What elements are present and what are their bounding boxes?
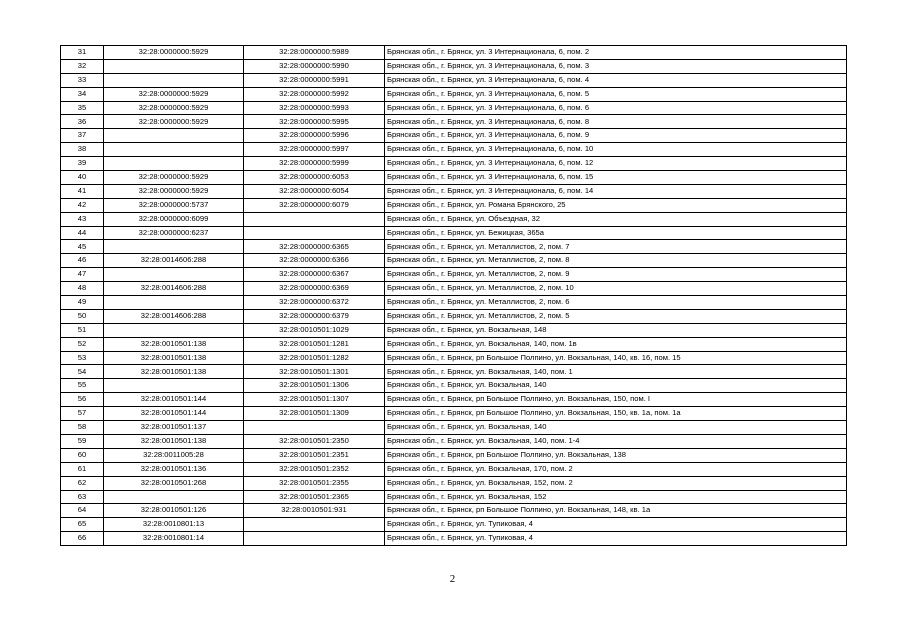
object-cadastral-number-cell: 32:28:0000000:6366 — [244, 254, 385, 268]
address-cell: Брянская обл., г. Брянск, ул. Металлистов, 2, пом. 6 — [385, 296, 847, 310]
row-number-cell: 61 — [61, 462, 104, 476]
address-cell: Брянская обл., г. Брянск, рп Большое Полпино, ул. Вокзальная, 150, кв. 1а, пом. 1а — [385, 407, 847, 421]
address-cell: Брянская обл., г. Брянск, ул. 3 Интернационала, 6, пом. 2 — [385, 46, 847, 60]
parcel-cadastral-number-cell: 32:28:0000000:5737 — [104, 198, 244, 212]
table-row — [61, 337, 847, 351]
table-row — [61, 476, 847, 490]
address-cell: Брянская обл., г. Брянск, ул. 3 Интернационала, 6, пом. 10 — [385, 143, 847, 157]
parcel-cadastral-number-cell: 32:28:0000000:5929 — [104, 101, 244, 115]
address-cell: Брянская обл., г. Брянск, ул. Металлистов, 2, пом. 10 — [385, 282, 847, 296]
row-number-cell: 32 — [61, 59, 104, 73]
row-number-cell: 40 — [61, 171, 104, 185]
parcel-cadastral-number-cell — [104, 490, 244, 504]
address-cell: Брянская обл., г. Брянск, ул. 3 Интернационала, 6, пом. 9 — [385, 129, 847, 143]
address-cell: Брянская обл., г. Брянск, ул. Вокзальная, 152, пом. 2 — [385, 476, 847, 490]
address-cell: Брянская обл., г. Брянск, ул. Металлистов, 2, пом. 7 — [385, 240, 847, 254]
parcel-cadastral-number-cell — [104, 59, 244, 73]
row-number-cell: 54 — [61, 365, 104, 379]
address-cell: Брянская обл., г. Брянск, ул. 3 Интернационала, 6, пом. 8 — [385, 115, 847, 129]
row-number-cell: 59 — [61, 434, 104, 448]
object-cadastral-number-cell: 32:28:0010501:2351 — [244, 448, 385, 462]
address-cell: Брянская обл., г. Брянск, ул. Тупиковая, 4 — [385, 532, 847, 546]
object-cadastral-number-cell: 32:28:0000000:6367 — [244, 268, 385, 282]
row-number-cell: 57 — [61, 407, 104, 421]
parcel-cadastral-number-cell: 32:28:0011005:28 — [104, 448, 244, 462]
address-cell: Брянская обл., г. Брянск, ул. Металлистов, 2, пом. 9 — [385, 268, 847, 282]
address-cell: Брянская обл., г. Брянск, ул. 3 Интернационала, 6, пом. 6 — [385, 101, 847, 115]
row-number-cell: 53 — [61, 351, 104, 365]
parcel-cadastral-number-cell: 32:28:0000000:5929 — [104, 184, 244, 198]
table-body — [61, 46, 847, 546]
table-row — [61, 518, 847, 532]
row-number-cell: 35 — [61, 101, 104, 115]
address-cell: Брянская обл., г. Брянск, ул. 3 Интернационала, 6, пом. 14 — [385, 184, 847, 198]
address-cell: Брянская обл., г. Брянск, ул. 3 Интернационала, 6, пом. 5 — [385, 87, 847, 101]
object-cadastral-number-cell: 32:28:0000000:6372 — [244, 296, 385, 310]
table-row — [61, 240, 847, 254]
table-row — [61, 504, 847, 518]
parcel-cadastral-number-cell: 32:28:0010501:138 — [104, 365, 244, 379]
address-cell: Брянская обл., г. Брянск, ул. 3 Интернационала, 6, пом. 12 — [385, 157, 847, 171]
parcel-cadastral-number-cell — [104, 157, 244, 171]
object-cadastral-number-cell — [244, 532, 385, 546]
object-cadastral-number-cell: 32:28:0010501:1281 — [244, 337, 385, 351]
table-row — [61, 532, 847, 546]
row-number-cell: 33 — [61, 73, 104, 87]
object-cadastral-number-cell: 32:28:0010501:1306 — [244, 379, 385, 393]
parcel-cadastral-number-cell: 32:28:0010501:126 — [104, 504, 244, 518]
row-number-cell: 34 — [61, 87, 104, 101]
row-number-cell: 45 — [61, 240, 104, 254]
address-cell: Брянская обл., г. Брянск, ул. Романа Брянского, 25 — [385, 198, 847, 212]
row-number-cell: 60 — [61, 448, 104, 462]
object-cadastral-number-cell: 32:28:0000000:6054 — [244, 184, 385, 198]
table-row — [61, 351, 847, 365]
object-cadastral-number-cell: 32:28:0010501:1029 — [244, 323, 385, 337]
object-cadastral-number-cell — [244, 421, 385, 435]
address-cell: Брянская обл., г. Брянск, рп Большое Полпино, ул. Вокзальная, 150, пом. I — [385, 393, 847, 407]
row-number-cell: 63 — [61, 490, 104, 504]
address-cell: Брянская обл., г. Брянск, ул. Бежицкая, 365а — [385, 226, 847, 240]
object-cadastral-number-cell: 32:28:0010501:1309 — [244, 407, 385, 421]
parcel-cadastral-number-cell: 32:28:0000000:5929 — [104, 87, 244, 101]
parcel-cadastral-number-cell: 32:28:0000000:6099 — [104, 212, 244, 226]
row-number-cell: 51 — [61, 323, 104, 337]
table-row — [61, 282, 847, 296]
parcel-cadastral-number-cell: 32:28:0010501:137 — [104, 421, 244, 435]
parcel-cadastral-number-cell — [104, 379, 244, 393]
table-row — [61, 226, 847, 240]
address-cell: Брянская обл., г. Брянск, ул. Вокзальная, 170, пом. 2 — [385, 462, 847, 476]
row-number-cell: 65 — [61, 518, 104, 532]
table-row — [61, 101, 847, 115]
parcel-cadastral-number-cell: 32:28:0014606:288 — [104, 254, 244, 268]
object-cadastral-number-cell: 32:28:0000000:6079 — [244, 198, 385, 212]
table-row — [61, 157, 847, 171]
table-row — [61, 407, 847, 421]
parcel-cadastral-number-cell: 32:28:0014606:288 — [104, 309, 244, 323]
object-cadastral-number-cell: 32:28:0000000:5995 — [244, 115, 385, 129]
object-cadastral-number-cell: 32:28:0010501:2355 — [244, 476, 385, 490]
table-row — [61, 46, 847, 60]
table-row — [61, 143, 847, 157]
address-cell: Брянская обл., г. Брянск, ул. Вокзальная, 140 — [385, 421, 847, 435]
address-cell: Брянская обл., г. Брянск, ул. Металлистов, 2, пом. 8 — [385, 254, 847, 268]
table-row — [61, 490, 847, 504]
parcel-cadastral-number-cell — [104, 296, 244, 310]
cadastral-table — [60, 45, 847, 546]
object-cadastral-number-cell — [244, 226, 385, 240]
row-number-cell: 56 — [61, 393, 104, 407]
row-number-cell: 37 — [61, 129, 104, 143]
row-number-cell: 55 — [61, 379, 104, 393]
address-cell: Брянская обл., г. Брянск, рп Большое Полпино, ул. Вокзальная, 138 — [385, 448, 847, 462]
page-number: 2 — [449, 573, 456, 585]
table-row — [61, 296, 847, 310]
object-cadastral-number-cell: 32:28:0000000:5992 — [244, 87, 385, 101]
table-row — [61, 379, 847, 393]
parcel-cadastral-number-cell — [104, 129, 244, 143]
row-number-cell: 52 — [61, 337, 104, 351]
object-cadastral-number-cell: 32:28:0000000:6369 — [244, 282, 385, 296]
address-cell: Брянская обл., г. Брянск, ул. Вокзальная, 152 — [385, 490, 847, 504]
object-cadastral-number-cell: 32:28:0000000:5991 — [244, 73, 385, 87]
object-cadastral-number-cell: 32:28:0010501:2350 — [244, 434, 385, 448]
object-cadastral-number-cell: 32:28:0010501:2352 — [244, 462, 385, 476]
row-number-cell: 38 — [61, 143, 104, 157]
row-number-cell: 41 — [61, 184, 104, 198]
table-row — [61, 73, 847, 87]
address-cell: Брянская обл., г. Брянск, ул. Вокзальная, 140, пом. 1в — [385, 337, 847, 351]
row-number-cell: 39 — [61, 157, 104, 171]
parcel-cadastral-number-cell: 32:28:0010501:144 — [104, 393, 244, 407]
table-row — [61, 448, 847, 462]
parcel-cadastral-number-cell: 32:28:0010501:138 — [104, 434, 244, 448]
table-row — [61, 184, 847, 198]
address-cell: Брянская обл., г. Брянск, ул. Объездная, 32 — [385, 212, 847, 226]
address-cell: Брянская обл., г. Брянск, ул. 3 Интернационала, 6, пом. 4 — [385, 73, 847, 87]
address-cell: Брянская обл., г. Брянск, рп Большое Полпино, ул. Вокзальная, 148, кв. 1а — [385, 504, 847, 518]
address-cell: Брянская обл., г. Брянск, ул. Металлистов, 2, пом. 5 — [385, 309, 847, 323]
parcel-cadastral-number-cell: 32:28:0010501:136 — [104, 462, 244, 476]
table-row — [61, 212, 847, 226]
table-row — [61, 309, 847, 323]
parcel-cadastral-number-cell — [104, 240, 244, 254]
object-cadastral-number-cell: 32:28:0000000:5997 — [244, 143, 385, 157]
row-number-cell: 50 — [61, 309, 104, 323]
object-cadastral-number-cell: 32:28:0010501:1282 — [244, 351, 385, 365]
table-row — [61, 87, 847, 101]
parcel-cadastral-number-cell: 32:28:0000000:5929 — [104, 115, 244, 129]
object-cadastral-number-cell: 32:28:0000000:5993 — [244, 101, 385, 115]
object-cadastral-number-cell: 32:28:0010501:1301 — [244, 365, 385, 379]
row-number-cell: 42 — [61, 198, 104, 212]
table-row — [61, 462, 847, 476]
row-number-cell: 64 — [61, 504, 104, 518]
table-row — [61, 365, 847, 379]
row-number-cell: 49 — [61, 296, 104, 310]
address-cell: Брянская обл., г. Брянск, ул. Вокзальная, 148 — [385, 323, 847, 337]
object-cadastral-number-cell: 32:28:0010501:1307 — [244, 393, 385, 407]
row-number-cell: 62 — [61, 476, 104, 490]
object-cadastral-number-cell: 32:28:0010501:2365 — [244, 490, 385, 504]
parcel-cadastral-number-cell: 32:28:0010801:14 — [104, 532, 244, 546]
parcel-cadastral-number-cell: 32:28:0000000:5929 — [104, 171, 244, 185]
row-number-cell: 44 — [61, 226, 104, 240]
table-row — [61, 198, 847, 212]
row-number-cell: 31 — [61, 46, 104, 60]
address-cell: Брянская обл., г. Брянск, ул. Вокзальная, 140 — [385, 379, 847, 393]
object-cadastral-number-cell: 32:28:0000000:6379 — [244, 309, 385, 323]
row-number-cell: 43 — [61, 212, 104, 226]
address-cell: Брянская обл., г. Брянск, ул. 3 Интернационала, 6, пом. 15 — [385, 171, 847, 185]
table-row — [61, 115, 847, 129]
table-row — [61, 171, 847, 185]
parcel-cadastral-number-cell: 32:28:0000000:5929 — [104, 46, 244, 60]
parcel-cadastral-number-cell: 32:28:0010501:268 — [104, 476, 244, 490]
row-number-cell: 36 — [61, 115, 104, 129]
object-cadastral-number-cell: 32:28:0010501:931 — [244, 504, 385, 518]
table-row — [61, 421, 847, 435]
parcel-cadastral-number-cell: 32:28:0010501:144 — [104, 407, 244, 421]
parcel-cadastral-number-cell: 32:28:0010501:138 — [104, 351, 244, 365]
parcel-cadastral-number-cell: 32:28:0010501:138 — [104, 337, 244, 351]
object-cadastral-number-cell: 32:28:0000000:6053 — [244, 171, 385, 185]
object-cadastral-number-cell: 32:28:0000000:6365 — [244, 240, 385, 254]
parcel-cadastral-number-cell — [104, 73, 244, 87]
object-cadastral-number-cell: 32:28:0000000:5990 — [244, 59, 385, 73]
row-number-cell: 58 — [61, 421, 104, 435]
parcel-cadastral-number-cell — [104, 323, 244, 337]
row-number-cell: 46 — [61, 254, 104, 268]
table-row — [61, 59, 847, 73]
table-row — [61, 434, 847, 448]
parcel-cadastral-number-cell — [104, 143, 244, 157]
table-row — [61, 268, 847, 282]
parcel-cadastral-number-cell: 32:28:0010801:13 — [104, 518, 244, 532]
address-cell: Брянская обл., г. Брянск, ул. Вокзальная, 140, пом. 1-4 — [385, 434, 847, 448]
object-cadastral-number-cell: 32:28:0000000:5999 — [244, 157, 385, 171]
table-row — [61, 254, 847, 268]
address-cell: Брянская обл., г. Брянск, ул. Тупиковая, 4 — [385, 518, 847, 532]
object-cadastral-number-cell — [244, 518, 385, 532]
object-cadastral-number-cell: 32:28:0000000:5996 — [244, 129, 385, 143]
parcel-cadastral-number-cell — [104, 268, 244, 282]
address-cell: Брянская обл., г. Брянск, ул. Вокзальная, 140, пом. 1 — [385, 365, 847, 379]
table-row — [61, 323, 847, 337]
object-cadastral-number-cell — [244, 212, 385, 226]
object-cadastral-number-cell: 32:28:0000000:5989 — [244, 46, 385, 60]
parcel-cadastral-number-cell: 32:28:0014606:288 — [104, 282, 244, 296]
parcel-cadastral-number-cell: 32:28:0000000:6237 — [104, 226, 244, 240]
address-cell: Брянская обл., г. Брянск, рп Большое Полпино, ул. Вокзальная, 140, кв. 16, пом. 15 — [385, 351, 847, 365]
address-cell: Брянская обл., г. Брянск, ул. 3 Интернационала, 6, пом. 3 — [385, 59, 847, 73]
row-number-cell: 48 — [61, 282, 104, 296]
table-row — [61, 393, 847, 407]
row-number-cell: 66 — [61, 532, 104, 546]
table-row — [61, 129, 847, 143]
row-number-cell: 47 — [61, 268, 104, 282]
